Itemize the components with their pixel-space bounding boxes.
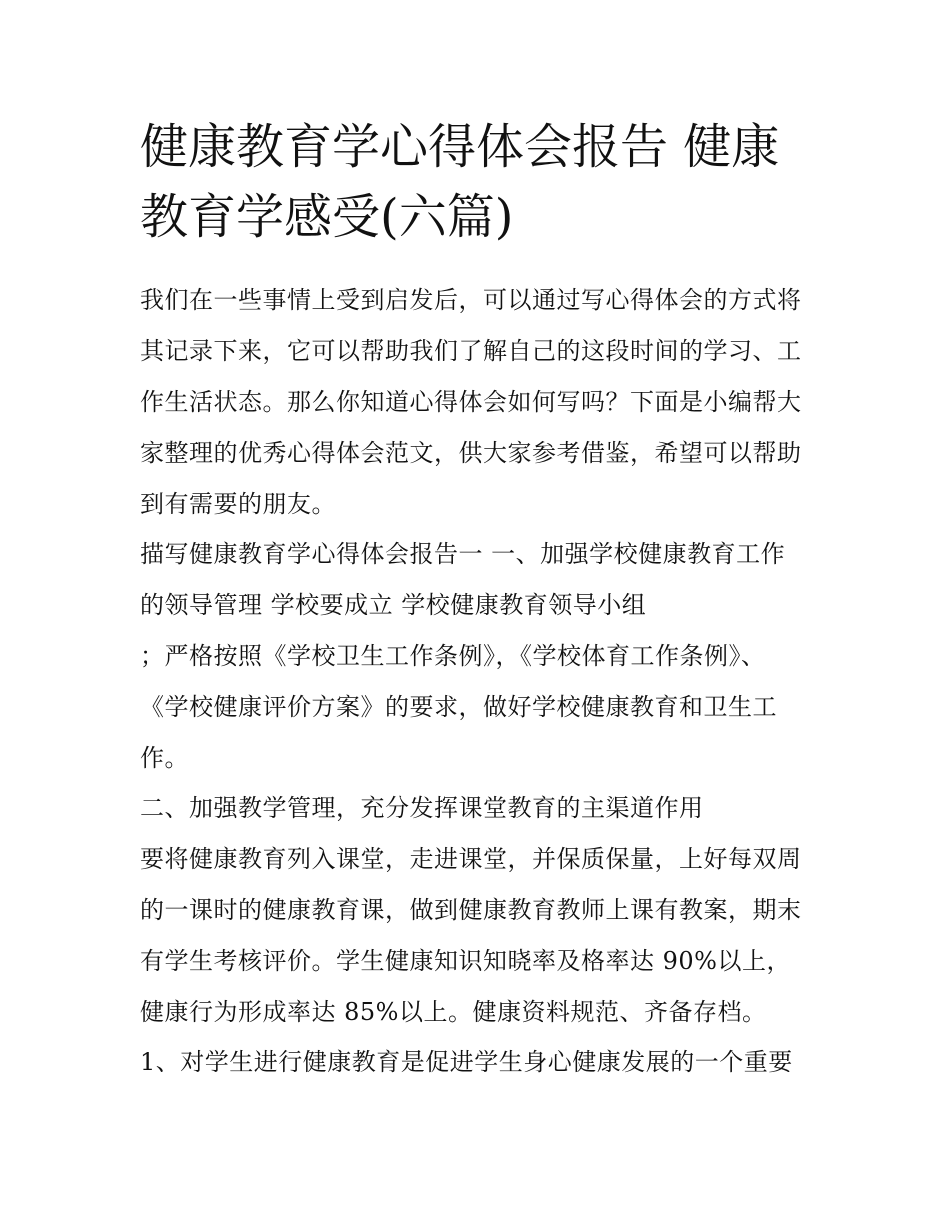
body-line: 的一课时的健康教育课，做到健康教育教师上课有教案，期末 (140, 896, 802, 924)
body-line: 描写健康教育学心得体会报告一 一、加强学校健康教育工作 (140, 540, 786, 568)
body-line: 其记录下来，它可以帮助我们了解自己的这段时间的学习、工 (140, 337, 802, 365)
body-line: 《学校健康评价方案》的要求，做好学校健康教育和卫生工 (140, 693, 777, 721)
body-line: 二、加强教学管理，充分发挥课堂教育的主渠道作用 (140, 794, 704, 822)
body-line: 有学生考核评价。学生健康知识知晓率及格率达 90%以上， (140, 947, 791, 975)
body-line: 作生活状态。那么你知道心得体会如何写吗？下面是小编帮大 (140, 388, 802, 416)
body-line: 健康行为形成率达 85%以上。健康资料规范、齐备存档。 (140, 998, 767, 1026)
title-line-1: 健康教育学心得体会报告 健康 (140, 119, 780, 175)
body-line: 我们在一些事情上受到启发后，可以通过写心得体会的方式将 (140, 286, 802, 314)
title-line-2: 教育学感受(六篇) (140, 189, 514, 245)
body-line: 要将健康教育列入课堂，走进课堂，并保质保量，上好每双周 (140, 845, 802, 873)
body-line: 作。 (140, 744, 189, 772)
document-title (140, 112, 840, 252)
body-line: 1、对学生进行健康教育是促进学生身心健康发展的一个重要 (140, 1048, 793, 1076)
body-line: 家整理的优秀心得体会范文，供大家参考借鉴，希望可以帮助 (140, 439, 802, 467)
body-line: 到有需要的朋友。 (140, 490, 336, 518)
body-line: 的领导管理 学校要成立 学校健康教育领导小组 (140, 591, 647, 619)
body-line: ；严格按照《学校卫生工作条例》，《学校体育工作条例》、 (140, 642, 766, 670)
